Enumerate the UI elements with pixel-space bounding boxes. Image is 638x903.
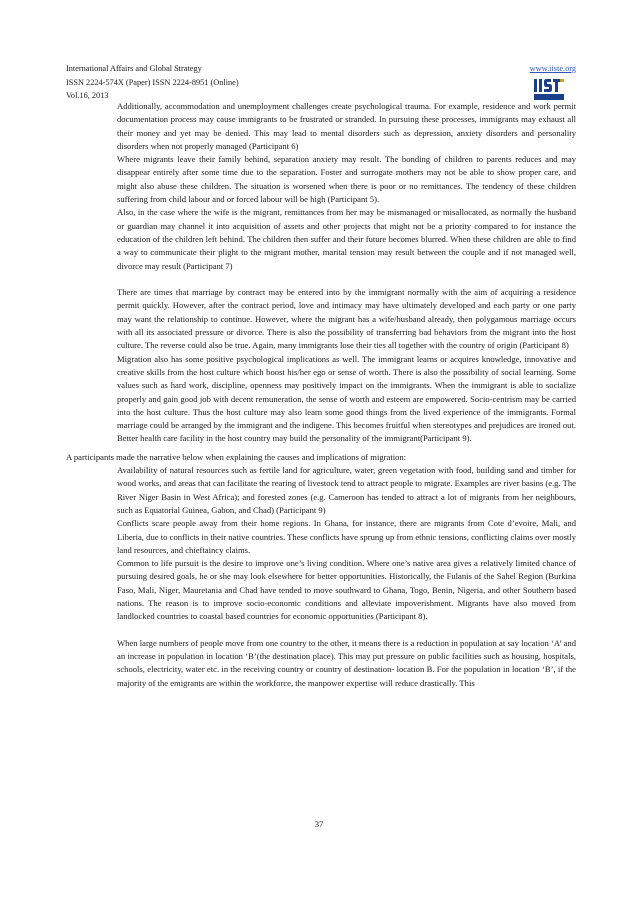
paragraph: Migration also has some positive psychological implications as well. The immigrant learns or acquires knowledge, innovative and creative skills from the host culture which boost his/her ego or sense of worth. There is also the possibility of social learning. Some values such as hard work, discipline, openness may positively impact on the immigrants. When the immigrant is able to socialize properly and gain good job with decent remuneration, the sense of worth and esteem are empowered. Socio-centrism may be carried into the host culture. Thus the host culture may also learn some good things from the lived experience of the immigrants. Formal marriage could be arranged by the immigrant and the indigene. This becomes fruitful when stereotypes and prejudices are ironed out. Better health care facility in the host country may build the personality of the immigrant(Participant 9). (117, 353, 576, 444)
journal-url-link[interactable]: www.iiste.org (529, 64, 576, 73)
narrative-intro: A participants made the narrative below when explaining the causes and implications of migration: (66, 451, 407, 462)
page-number: 37 (314, 819, 324, 829)
paragraph: There are times that marriage by contract may be entered into by the immigrant normally with the aim of acquiring a residence permit quickly. However, after the contract period, love and intimacy may have ultimately developed and each party or one party may want the relationship to continue. However, where the migrant has a wife/husband already, then polygamous marriage occurs with all its associated pressure or divorce. There is also the possibility of transferring bad behaviors from the migrant into the host culture. The reverse could also be true. Again, many immigrants lose their ties all together with the country of origin (Participant 8) (117, 287, 576, 351)
paragraph: Additionally, accommodation and unemployment challenges create psychological trauma. For example, residence and work permit documentation process may cause immigrants to be frustrated or stranded. In pursuing these processes, immigrants may exhaust all their money and yet may be denied. This may lead to mental disorders such as depression, anxiety disorders and personality disorders when not properly managed (Participant 6) (117, 101, 576, 151)
iiste-logo (532, 76, 566, 102)
paragraph: Also, in the case where the wife is the migrant, remittances from her may be mismanaged or misallocated, as normally the husband or guardian may channel it into acquisition of assets and other projects that might not be a priority compared to for instance the education of the children left behind. The children then suffer and their future becomes blurred. When these children are able to find a way to communicate their plight to the migrant mother, marital tension may result between the couple and if not managed well, divorce may result (Participant 7) (117, 207, 576, 271)
journal-name: International Affairs and Global Strategy (66, 64, 202, 73)
paragraph: Availability of natural resources such as fertile land for agriculture, water, green vegetation with food, building sand and timber for wood works, and areas that can facilitate the rearing of livestock tend to attract people to migrate. Examples are river basins (e.g. The River Niger Basin in West Africa); and forested zones (e.g. Cameroon has tended to attract a lot of migrants from her neighbours, such as Equatorial Guinea, Gabon, and Chad) (Participant 9) (117, 465, 576, 515)
page-header (66, 62, 576, 103)
article-body (66, 100, 576, 690)
paragraph: When large numbers of people move from one country to the other, it means there is a reduction in population at say location ‘A’ and an increase in population in location ‘B’(the destination place). This may put pressure on public facilities such as housing, hospitals, schools, electricity, water etc. in the receiving country or country of destination- location B. For the population in location ‘B’, if the majority of the emigrants are within the workforce, the manpower expertise will reduce drastically. This (117, 637, 576, 688)
issn-line: ISSN 2224-574X (Paper) ISSN 2224-8951 (Online) (66, 77, 239, 87)
paragraph: Common to life pursuit is the desire to improve one’s living condition. Where one’s native area gives a relatively limited chance of pursuing desired goals, he or she may look elsewhere for better opportunities. Historically, the Fulanis of the Sahel Region (Burkina Faso, Mali, Niger, Mauretania and Chad have tended to move southward to Ghana, Togo, Benin, Nigeria, and other Southern based nations. The reason is to improve socio-economic conditions and alleviate impoverishment. Migrants have also moved from landlocked countries to coastal based countries for economic opportunities (Participant 8). (117, 558, 576, 622)
paragraph: Where migrants leave their family behind, separation anxiety may result. The bonding of children to parents reduces and may disappear entirely after some time due to the separation. Foster and surrogate mothers may not be able to show proper care, and might also abuse these children. The situation is worsened when there is poor or no remittances. The tendency of these children suffering from child labour and or forced labour will be high (Participant 5). (117, 154, 576, 205)
volume-line: Vol.16, 2013 (66, 91, 109, 101)
paragraph: Conflicts scare people away from their home regions. In Ghana, for instance, there are migrants from Cote d’evoire, Mali, and Liberia, due to conflicts in their native countries. These conflicts have sprung up from ethnic tensions, conflicting claims over mostly land resources, and chieftaincy claims. (117, 518, 576, 555)
